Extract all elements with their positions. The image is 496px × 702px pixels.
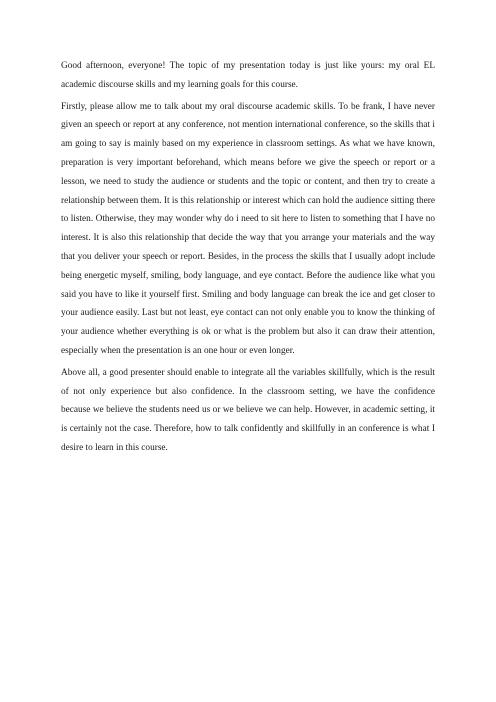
- document-body: [61, 57, 435, 461]
- paragraph-conclusion: Above all, a good presenter should enable to integrate all the variables skillfully, which is the result of not only experience but also confidence. In the classroom setting, we have the confidence because we believe the students need us or we believe we can help. However, in academic setting, it is certainly not the case. Therefore, how to talk confidently and skillfully in an conference is what I desire to learn in this course.: [61, 367, 435, 453]
- paragraph-greeting: Good afternoon, everyone! The topic of my presentation today is just like yours: my oral EL academic discourse skills and my learning goals for this course.: [61, 61, 435, 90]
- paragraph-skills: Firstly, please allow me to talk about my oral discourse academic skills. To be frank, I have never given an speech or report at any conference, not mention international conference, so the skills that i am going to say is mainly based on my experience in classroom settings. As what we have known, preparation is very important beforehand, which means before we give the speech or report or a lesson, we need to study the audience or students and the topic or content, and then try to create a relationship between them. It is this relationship or interest which can hold the audience sitting there to listen. Otherwise, they may wonder why do i need to sit here to listen to something that I have no interest. It is also this relationship that decide the way that you arrange your materials and the way that you deliver your speech or report. Besides, in the process the skills that I usually adopt include being energetic myself, smiling, body language, and eye contact. Before the audience like what you said you have to like it yourself first. Smiling and body language can break the ice and get closer to your audience easily. Last but not least, eye contact can not only enable you to know the thinking of your audience whether everything is ok or what is the problem but also it can draw their attention, especially when the presentation is an one hour or even longer.: [61, 101, 435, 356]
